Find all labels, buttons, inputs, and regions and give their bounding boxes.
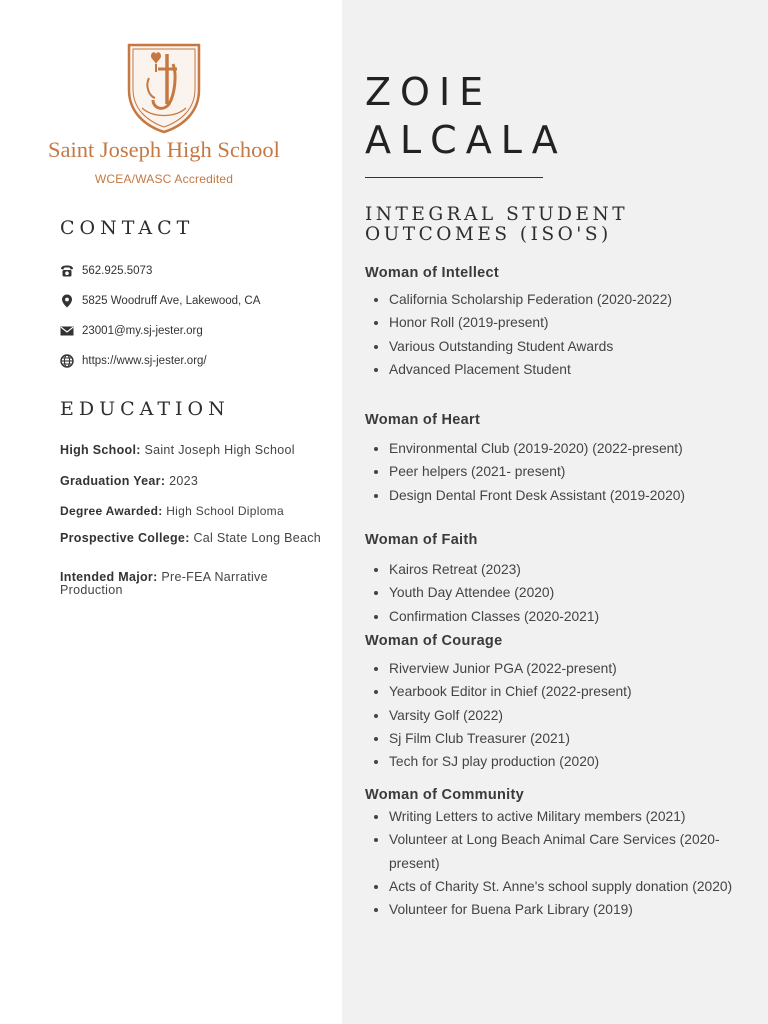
category-title-heart: Woman of Heart	[365, 412, 481, 428]
list-item: • Design Dental Front Desk Assistant (2019-2020)	[389, 484, 709, 507]
phone-icon	[60, 264, 74, 278]
education-heading: EDUCATION	[60, 398, 230, 420]
email-link[interactable]: 23001@my.sj-jester.org	[82, 325, 203, 337]
category-title-courage: Woman of Courage	[365, 633, 503, 649]
list-item: • Environmental Club (2019-2020) (2022-present)	[389, 437, 709, 460]
category-title-faith: Woman of Faith	[365, 532, 478, 548]
category-title-community: Woman of Community	[365, 787, 524, 803]
education-value: High School Diploma	[166, 504, 284, 518]
globe-icon	[60, 354, 74, 368]
education-row-graduation-year	[60, 475, 322, 488]
category-list-intellect	[365, 288, 699, 381]
list-item: • Volunteer for Buena Park Library (2019)	[389, 898, 741, 921]
list-item: • Youth Day Attendee (2020)	[389, 581, 759, 604]
education-row-prospective-college	[60, 532, 322, 545]
category-list-faith	[365, 558, 759, 628]
education-value: Pre-FEA Narrative Production	[60, 570, 268, 597]
contact-email	[60, 323, 203, 339]
contact-website	[60, 353, 207, 369]
education-value: Saint Joseph High School	[144, 443, 295, 457]
education-label: Degree Awarded:	[60, 504, 163, 518]
contact-phone	[60, 263, 152, 279]
list-item: • Writing Letters to active Military members (2021)	[389, 805, 741, 828]
list-item: • Advanced Placement Student	[389, 358, 699, 381]
category-list-community	[365, 805, 741, 921]
school-name: Saint Joseph High School	[48, 137, 280, 162]
list-item: • Volunteer at Long Beach Animal Care Services (2020-present)	[389, 828, 741, 875]
school-crest-logo	[125, 42, 203, 134]
education-value: Cal State Long Beach	[193, 531, 322, 545]
student-name	[365, 68, 567, 164]
list-item: • Yearbook Editor in Chief (2022-present)	[389, 680, 759, 703]
category-title-intellect: Woman of Intellect	[365, 265, 500, 281]
list-item: • Honor Roll (2019-present)	[389, 311, 699, 334]
list-item: • Acts of Charity St. Anne's school supply donation (2020)	[389, 875, 741, 898]
education-label: Graduation Year:	[60, 474, 166, 488]
location-pin-icon	[60, 294, 74, 308]
list-item: • Peer helpers (2021- present)	[389, 460, 709, 483]
first-name: ZOIE	[365, 70, 493, 114]
education-label: Prospective College:	[60, 531, 190, 545]
list-item: • Confirmation Classes (2020-2021)	[389, 605, 759, 628]
list-item: • Various Outstanding Student Awards	[389, 335, 699, 358]
contact-address	[60, 293, 260, 309]
education-label: High School:	[60, 443, 141, 457]
outcomes-heading-line1: INTEGRAL STUDENT	[365, 204, 629, 225]
contact-heading: CONTACT	[60, 217, 195, 239]
last-name: ALCALA	[365, 118, 567, 162]
website-link[interactable]: https://www.sj-jester.org/	[82, 355, 207, 367]
list-item: • Riverview Junior PGA (2022-present)	[389, 657, 759, 680]
education-row-intended-major	[60, 571, 322, 597]
envelope-icon	[60, 324, 74, 338]
list-item: • Varsity Golf (2022)	[389, 704, 759, 727]
accreditation-text: WCEA/WASC Accredited	[94, 172, 234, 186]
address-text: 5825 Woodruff Ave, Lakewood, CA	[82, 295, 261, 307]
phone-number[interactable]: 562.925.5073	[82, 265, 153, 277]
category-list-heart	[365, 437, 709, 507]
name-divider	[365, 177, 543, 178]
education-row-high-school	[60, 444, 322, 457]
list-item: • Sj Film Club Treasurer (2021)	[389, 727, 759, 750]
list-item: • Tech for SJ play production (2020)	[389, 750, 759, 773]
list-item: • California Scholarship Federation (2020-2022)	[389, 288, 699, 311]
list-item: • Kairos Retreat (2023)	[389, 558, 759, 581]
education-label: Intended Major:	[60, 570, 158, 584]
education-value: 2023	[169, 474, 199, 488]
outcomes-heading	[365, 205, 628, 245]
education-row-degree	[60, 505, 322, 518]
outcomes-heading-line2: OUTCOMES (ISO'S)	[365, 224, 612, 245]
category-list-courage	[365, 657, 759, 773]
